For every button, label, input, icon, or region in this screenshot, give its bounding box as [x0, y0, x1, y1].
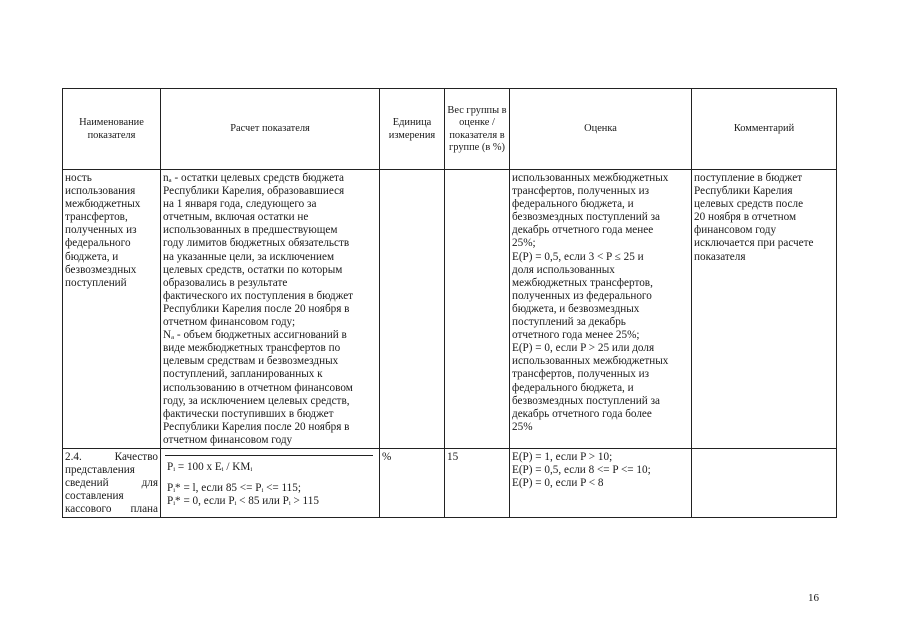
table-header-row: [63, 89, 837, 170]
header-score: Оценка: [510, 89, 692, 170]
formula-line: Pᵢ* = 0, если Pᵢ < 85 или Pᵢ > 115: [167, 495, 319, 508]
formula-line: Pᵢ = 100 x Eᵢ / KMᵢ: [167, 460, 253, 473]
name-line: сведений для: [65, 477, 158, 490]
name-line: 2.4. Качество: [65, 450, 158, 463]
header-comment: Комментарий: [692, 89, 837, 170]
cell-weight: 15: [445, 448, 510, 517]
name-line: представления: [65, 464, 135, 477]
name-line: кассового плана: [65, 503, 158, 516]
indicator-table: [62, 88, 837, 518]
cell-comment: поступление в бюджет Республики Карелия целевых средств после 20 ноября в отчетном финансовом году исключается при расчете показателя: [692, 170, 837, 449]
table-row: [63, 448, 837, 517]
cell-weight: [445, 170, 510, 449]
name-line: составления: [65, 490, 124, 503]
cell-name: [63, 448, 161, 517]
cell-score: использованных межбюджетных трансфертов, полученных из федерального бюджета, и безвозмездных поступлений за декабрь отчетного года менее 25%; E(P) = 0,5, если 3 < P ≤ 25 и доля использованных межбюджетных трансфертов, полученных из федерального бюджета, и безвозмездных поступлений за декабрь отчетного года менее 25%; E(P) = 0, если P > 25 или доля использованных межбюджетных трансфертов, полученных из федерального бюджета, и безвозмездных поступлений за декабрь отчетного года более 25%: [510, 170, 692, 449]
header-calc: Расчет показателя: [161, 89, 380, 170]
cell-score: E(P) = 1, если P > 10; E(P) = 0,5, если 8 <= P <= 10; E(P) = 0, если P < 8: [510, 448, 692, 517]
cell-unit: [380, 170, 445, 449]
cell-unit: %: [380, 448, 445, 517]
header-unit: Единица измерения: [380, 89, 445, 170]
formula-line: Pᵢ* = l, если 85 <= Pᵢ <= 115;: [167, 482, 301, 495]
cell-name: ность использования межбюджетных трансфертов, полученных из федерального бюджета, и безвозмездных поступлений: [63, 170, 161, 449]
page-number: 16: [808, 592, 819, 604]
table-row: [63, 170, 837, 449]
header-weight: Вес группы в оценке / показателя в группе (в %): [445, 89, 510, 170]
formula-box: [165, 455, 373, 508]
cell-calc: [161, 448, 380, 517]
cell-comment: [692, 448, 837, 517]
cell-calc: nₐ - остатки целевых средств бюджета Республики Карелия, образовавшиеся на 1 января года, следующего за отчетным, включая остатки не использованных в предшествующем году лимитов бюджетных обязательств на указанные цели, за исключением целевых средств, остатки по которым образовались в результате фактического их поступления в бюджет Республики Карелия после 20 ноября в отчетном финансовом году; Nₐ - объем бюджетных ассигнований в виде межбюджетных трансфертов по целевым средствам и безвозмездных поступлений, запланированных к использованию в отчетном финансовом году, за исключением целевых средств, фактически поступивших в бюджет Республики Карелия после 20 ноября в отчетном финансовом году: [161, 170, 380, 449]
header-name: Наименование показателя: [63, 89, 161, 170]
